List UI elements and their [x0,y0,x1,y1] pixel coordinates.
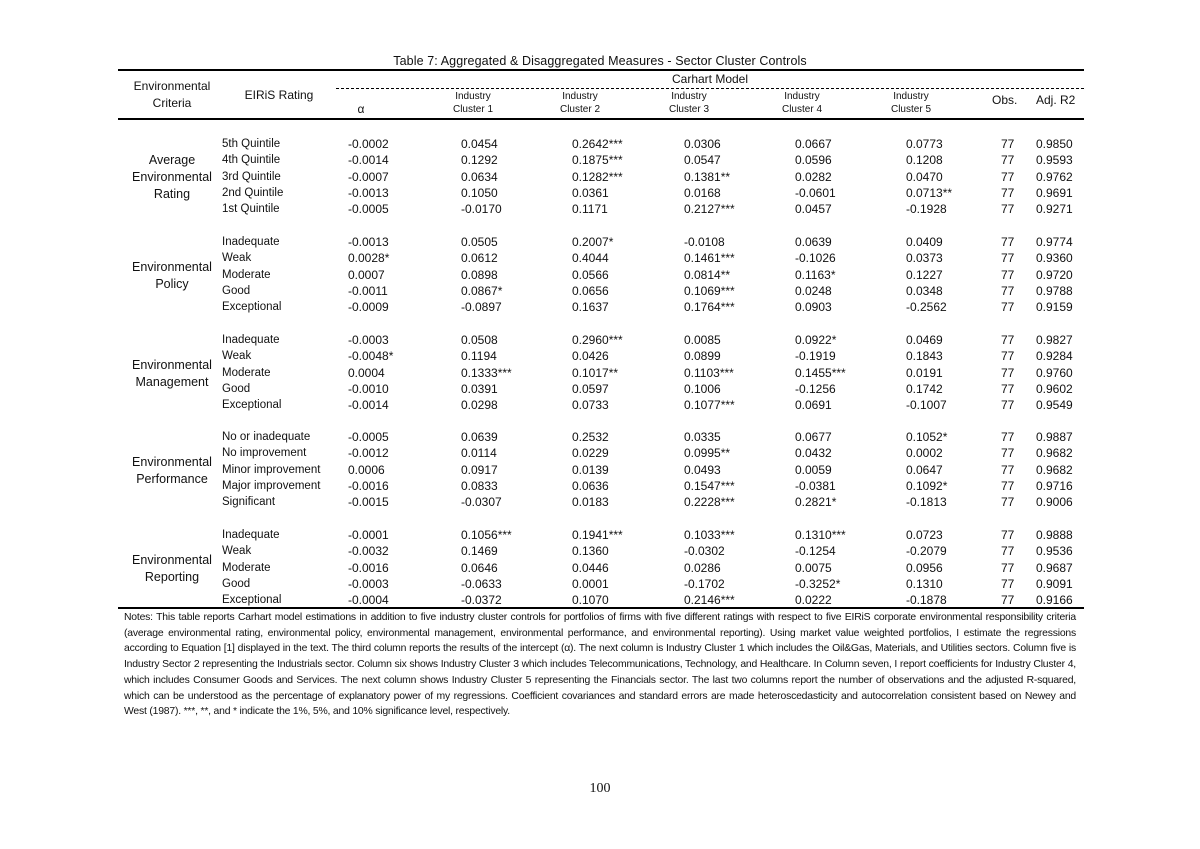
cell-cluster3: 0.0995** [684,446,731,461]
header-criteria-line2: Criteria [152,96,192,110]
cell-cluster1: 0.1050 [461,185,498,200]
cell-alpha: -0.0013 [348,185,389,200]
table-notes: Notes: This table reports Carhart model estimations in addition to five industry cluster controls for portfolios of firms with five different ratings with respect to five EIRiS corporate environmental responsibility criteria (average environmental rating, environmental policy, environmental management, environmental performance, and environmental reporting). Using market value weighted portfolios, I estimate the regressions according to Equation [1] displayed in the text. The third column reports the results of the intercept (α). The next column is Industry Cluster 1 which includes the Oil&Gas, Materials, and Utilities sectors. Column five is Industry Sector 2 representing the Industrials sector. Column six shows Industry Cluster 3 which includes Telecommunications, Technology, and Healthcare. In Column seven, I report coefficients for Industry Cluster 4, which includes Consumer Goods and Services. The next column shows Industry Cluster 5 representing the Financials sector. The last two columns report the number of observations and the adjusted R-squared, which can be understood as the percentage of explanatory power of my regressions. Coefficient covariances and standard errors are made heteroscedasticity and autocorrelation consistent based on Newey and West (1987). ***, **, and * indicate the 1%, 5%, and 10% significance level, respectively. [124,612,1076,718]
cell-obs: 77 [1001,153,1015,168]
cell-rating: Minor improvement [222,463,321,476]
cell-adjr2: 0.9536 [1036,544,1073,559]
header-rating: EIRiS Rating [244,88,314,102]
cell-cluster2: 0.0426 [572,349,609,364]
criteria-label: Policy [155,276,189,291]
cell-cluster3: 0.1103*** [684,365,734,380]
cell-cluster1: 0.0833 [461,478,498,493]
cell-adjr2: 0.9593 [1036,153,1073,168]
cell-alpha: 0.0006 [348,462,385,477]
cell-obs: 77 [1001,283,1015,298]
cell-alpha: -0.0003 [348,576,389,591]
cell-cluster4: -0.1919 [795,349,836,364]
cell-rating: 1st Quintile [222,203,280,216]
cell-adjr2: 0.9284 [1036,349,1073,364]
cell-cluster3: 0.0286 [684,560,721,575]
cell-alpha: -0.0011 [348,283,388,298]
cell-cluster4: 0.1455*** [795,365,846,380]
cell-cluster3: 0.0814** [684,267,731,282]
cell-adjr2: 0.9691 [1036,185,1073,200]
page-number: 100 [589,781,611,796]
cell-cluster3: 0.0547 [684,153,721,168]
cell-obs: 77 [1001,576,1015,591]
cell-adjr2: 0.9788 [1036,283,1073,298]
cell-cluster5: -0.1878 [906,593,947,608]
cell-cluster4: 0.0248 [795,283,832,298]
cell-obs: 77 [1001,169,1015,184]
cell-cluster2: 0.0001 [572,576,609,591]
cell-cluster1: 0.0114 [461,446,497,461]
cell-cluster3: 0.1033*** [684,528,735,542]
cell-cluster1: 0.0867* [461,283,503,298]
cell-cluster3: 0.1381** [684,169,731,184]
cell-adjr2: 0.9850 [1036,137,1073,151]
cell-obs: 77 [1001,462,1015,477]
cell-cluster3: 0.1461*** [684,251,735,266]
cell-cluster2: 0.1875*** [572,153,623,168]
cell-cluster5: 0.0348 [906,283,943,298]
cell-cluster1: 0.0917 [461,462,498,477]
cell-adjr2: 0.9827 [1036,333,1073,347]
cell-cluster1: 0.0646 [461,560,498,575]
cell-obs: 77 [1001,300,1015,315]
cell-obs: 77 [1001,185,1015,200]
header-cluster3-l2: Cluster 3 [668,104,709,115]
cell-rating: No or inadequate [222,431,311,443]
cell-cluster2: 0.0733 [572,398,609,413]
cell-cluster2: 0.0656 [572,283,609,298]
cell-cluster5: 0.0409 [906,235,943,249]
cell-cluster4: -0.1254 [795,544,836,559]
cell-cluster5: 0.0469 [906,333,943,347]
cell-rating: Good [222,284,251,297]
cell-cluster4: 0.0059 [795,462,832,477]
cell-adjr2: 0.9687 [1036,560,1073,575]
cell-cluster2: 0.0139 [572,462,609,477]
cell-rating: No improvement [222,447,307,460]
cell-obs: 77 [1001,528,1015,542]
cell-alpha: -0.0016 [348,478,389,493]
header-cluster1-l1: Industry [455,91,491,102]
criteria-label: Environmental [132,259,212,274]
cell-adjr2: 0.9720 [1036,267,1073,282]
criteria-label: Environmental [132,170,212,185]
cell-alpha: -0.0003 [348,333,389,347]
cell-alpha: -0.0012 [348,446,389,461]
cell-cluster1: 0.0508 [461,333,498,347]
cell-cluster1: -0.0372 [461,593,502,608]
header-adjr2: Adj. R2 [1036,93,1076,107]
cell-cluster4: 0.0922* [795,333,837,347]
cell-cluster4: -0.3252* [795,576,841,591]
cell-rating: Major improvement [222,479,321,492]
cell-cluster4: 0.0075 [795,560,832,575]
cell-cluster2: 0.0361 [572,185,609,200]
cell-obs: 77 [1001,333,1015,347]
cell-cluster4: 0.0282 [795,169,832,184]
cell-obs: 77 [1001,430,1015,444]
cell-adjr2: 0.9760 [1036,365,1073,380]
cell-cluster1: 0.0298 [461,398,498,413]
cell-adjr2: 0.9762 [1036,169,1073,184]
cell-alpha: -0.0004 [348,593,389,608]
cell-cluster5: 0.1310 [906,576,943,591]
criteria-label: Reporting [144,569,200,584]
header-cluster1-l2: Cluster 1 [452,104,493,115]
cell-rating: Inadequate [222,334,280,346]
cell-cluster4: -0.1256 [795,381,836,396]
cell-cluster4: 0.0691 [795,398,832,413]
cell-obs: 77 [1001,251,1015,266]
cell-obs: 77 [1001,381,1015,396]
cell-obs: 77 [1001,478,1015,493]
cell-obs: 77 [1001,593,1015,608]
cell-alpha: -0.0032 [348,544,389,559]
criteria-label: Rating [153,187,191,202]
cell-obs: 77 [1001,544,1015,559]
header-alpha: α [357,102,365,116]
cell-cluster5: -0.1813 [906,495,947,510]
cell-alpha: -0.0009 [348,300,389,315]
cell-rating: Moderate [222,366,271,379]
cell-alpha: -0.0001 [348,528,389,542]
cell-obs: 77 [1001,560,1015,575]
criteria-label: Performance [136,471,208,486]
cell-cluster5: 0.0713** [906,185,953,200]
cell-cluster3: 0.1006 [684,381,721,396]
cell-adjr2: 0.9549 [1036,398,1073,413]
cell-adjr2: 0.9159 [1036,300,1073,315]
cell-cluster2: 0.2007* [572,235,614,249]
cell-cluster4: 0.0596 [795,153,832,168]
carhart-dashed-rule [336,88,1084,89]
cell-adjr2: 0.9271 [1036,202,1073,217]
cell-cluster4: 0.0677 [795,430,832,444]
cell-obs: 77 [1001,398,1015,413]
cell-alpha: -0.0005 [348,202,389,217]
cell-cluster4: 0.0639 [795,235,832,249]
cell-cluster3: 0.0085 [684,333,721,347]
cell-cluster3: 0.0168 [684,185,721,200]
cell-alpha: -0.0005 [348,430,389,444]
cell-alpha: -0.0010 [348,381,389,396]
cell-cluster3: 0.0899 [684,349,721,364]
cell-cluster2: 0.2532 [572,430,609,444]
criteria-label: Average [148,153,196,168]
cell-cluster5: 0.1227 [906,267,943,282]
cell-cluster1: 0.0634 [461,169,498,184]
cell-alpha: -0.0007 [348,169,389,184]
cell-cluster3: 0.0493 [684,462,721,477]
cell-cluster2: 0.1360 [572,544,609,559]
cell-obs: 77 [1001,202,1015,217]
cell-rating: 2nd Quintile [222,186,284,199]
cell-alpha: -0.0015 [348,495,389,510]
cell-adjr2: 0.9888 [1036,528,1073,542]
cell-rating: 4th Quintile [222,154,281,167]
cell-cluster2: 0.1282*** [572,169,623,184]
cell-cluster3: 0.1069*** [684,283,735,298]
header-bottom-rule [118,118,1084,120]
cell-cluster2: 0.4044 [572,251,609,266]
cell-adjr2: 0.9602 [1036,381,1073,396]
cell-cluster2: 0.2960*** [572,333,623,347]
cell-cluster5: -0.1007 [906,398,947,413]
cell-cluster2: 0.1017** [572,365,619,380]
header-cluster3-l1: Industry [671,91,707,102]
cell-obs: 77 [1001,267,1015,282]
cell-cluster5: 0.0773 [906,137,943,151]
cell-cluster5: 0.0956 [906,560,943,575]
cell-cluster4: -0.1026 [795,251,836,266]
cell-cluster1: 0.0612 [461,251,498,266]
cell-cluster2: 0.0183 [572,495,609,510]
cell-cluster5: 0.0191 [906,365,943,380]
cell-cluster3: 0.2146*** [684,593,735,608]
header-cluster5-l2: Cluster 5 [890,104,931,115]
cell-obs: 77 [1001,365,1015,380]
cell-cluster5: 0.0470 [906,169,943,184]
cell-rating: Good [222,577,251,590]
criteria-label: Environmental [132,552,212,567]
cell-adjr2: 0.9360 [1036,251,1073,266]
cell-cluster4: 0.1163* [795,267,836,282]
cell-cluster5: 0.1742 [906,381,943,396]
cell-rating: Weak [222,252,252,265]
cell-cluster3: -0.0302 [684,544,725,559]
cell-cluster3: 0.2127*** [684,202,735,217]
cell-cluster3: -0.0108 [684,235,725,249]
cell-cluster4: 0.0903 [795,300,832,315]
cell-cluster3: -0.1702 [684,576,725,591]
cell-adjr2: 0.9682 [1036,446,1073,461]
cell-cluster4: 0.0222 [795,593,832,608]
cell-cluster2: 0.1070 [572,593,609,608]
cell-cluster3: 0.0335 [684,430,721,444]
cell-cluster1: 0.0898 [461,267,498,282]
cell-cluster2: 0.0446 [572,560,609,575]
cell-cluster4: -0.0601 [795,185,836,200]
criteria-label: Environmental [132,454,212,469]
cell-cluster1: 0.0639 [461,430,498,444]
criteria-label: Environmental [132,357,212,372]
cell-rating: 3rd Quintile [222,170,281,183]
cell-alpha: -0.0014 [348,153,389,168]
cell-alpha: -0.0002 [348,137,389,151]
cell-rating: Weak [222,545,252,558]
cell-alpha: 0.0004 [348,365,385,380]
criteria-label: Management [135,374,209,389]
cell-alpha: 0.0007 [348,267,385,282]
cell-cluster4: 0.2821* [795,495,837,510]
cell-cluster2: 0.0229 [572,446,609,461]
cell-cluster1: -0.0633 [461,576,502,591]
header-criteria-line1: Environmental [133,79,211,93]
cell-cluster1: 0.1333*** [461,365,512,380]
cell-cluster5: 0.0373 [906,251,943,266]
cell-adjr2: 0.9716 [1036,478,1073,493]
cell-cluster5: -0.2079 [906,544,947,559]
cell-rating: Good [222,382,251,395]
cell-cluster1: 0.1056*** [461,528,512,542]
cell-alpha: -0.0048* [348,349,394,364]
cell-rating: Exceptional [222,399,282,412]
cell-cluster5: 0.1092* [906,478,948,493]
cell-cluster2: 0.0597 [572,381,609,396]
cell-cluster5: 0.0002 [906,446,943,461]
cell-obs: 77 [1001,495,1015,510]
cell-obs: 77 [1001,349,1015,364]
cell-cluster2: 0.1941*** [572,528,623,542]
cell-cluster1: -0.0307 [461,495,502,510]
cell-cluster2: 0.1637 [572,300,609,315]
cell-rating: Inadequate [222,529,280,541]
cell-cluster4: 0.0457 [795,202,832,217]
cell-cluster4: 0.0667 [795,137,832,151]
cell-alpha: -0.0013 [348,235,389,249]
cell-cluster1: 0.1194 [461,349,497,364]
header-cluster4-l2: Cluster 4 [781,104,822,115]
header-cluster5-l1: Industry [893,91,929,102]
cell-cluster1: -0.0897 [461,300,502,315]
cell-cluster3: 0.1547*** [684,478,735,493]
cell-cluster3: 0.1764*** [684,300,735,315]
cell-cluster1: 0.0391 [461,381,498,396]
header-cluster2-l2: Cluster 2 [559,104,600,115]
cell-alpha: -0.0016 [348,560,389,575]
cell-rating: 5th Quintile [222,138,281,150]
cell-alpha: -0.0014 [348,398,389,413]
cell-cluster4: -0.0381 [795,478,836,493]
cell-adjr2: 0.9682 [1036,462,1073,477]
cell-cluster3: 0.2228*** [684,495,735,510]
header-carhart-model: Carhart Model [671,72,749,86]
cell-cluster5: 0.1843 [906,349,943,364]
cell-adjr2: 0.9887 [1036,430,1073,444]
cell-cluster2: 0.0636 [572,478,609,493]
cell-rating: Weak [222,350,252,363]
cell-cluster1: 0.0505 [461,235,498,249]
cell-cluster1: -0.0170 [461,202,502,217]
cell-cluster5: 0.0647 [906,462,943,477]
table-title: Table 7: Aggregated & Disaggregated Measures - Sector Cluster Controls [393,54,807,68]
header-cluster4-l1: Industry [784,91,820,102]
cell-adjr2: 0.9006 [1036,495,1073,510]
cell-cluster4: 0.0432 [795,446,832,461]
cell-cluster3: 0.1077*** [684,398,735,413]
header-cluster2-l1: Industry [562,91,598,102]
cell-cluster5: 0.1208 [906,153,943,168]
cell-adjr2: 0.9091 [1036,576,1073,591]
cell-cluster2: 0.1171 [572,202,608,217]
cell-cluster1: 0.0454 [461,137,498,151]
cell-cluster1: 0.1469 [461,544,498,559]
cell-adjr2: 0.9166 [1036,593,1073,608]
cell-alpha: 0.0028* [348,251,390,266]
cell-rating: Inadequate [222,236,280,248]
cell-rating: Moderate [222,561,271,574]
cell-rating: Exceptional [222,594,282,607]
cell-obs: 77 [1001,235,1015,249]
cell-rating: Significant [222,496,276,509]
cell-cluster5: 0.1052* [906,430,948,444]
cell-cluster4: 0.1310*** [795,528,846,542]
cell-cluster2: 0.2642*** [572,137,623,151]
cell-rating: Exceptional [222,301,282,314]
cell-cluster3: 0.0306 [684,137,721,151]
cell-cluster5: 0.0723 [906,528,943,542]
header-obs: Obs. [992,93,1018,107]
cell-obs: 77 [1001,137,1015,151]
cell-adjr2: 0.9774 [1036,235,1073,249]
cell-obs: 77 [1001,446,1015,461]
cell-cluster2: 0.0566 [572,267,609,282]
cell-rating: Moderate [222,268,271,281]
cell-cluster5: -0.2562 [906,300,947,315]
cell-cluster1: 0.1292 [461,153,498,168]
cell-cluster5: -0.1928 [906,202,947,217]
